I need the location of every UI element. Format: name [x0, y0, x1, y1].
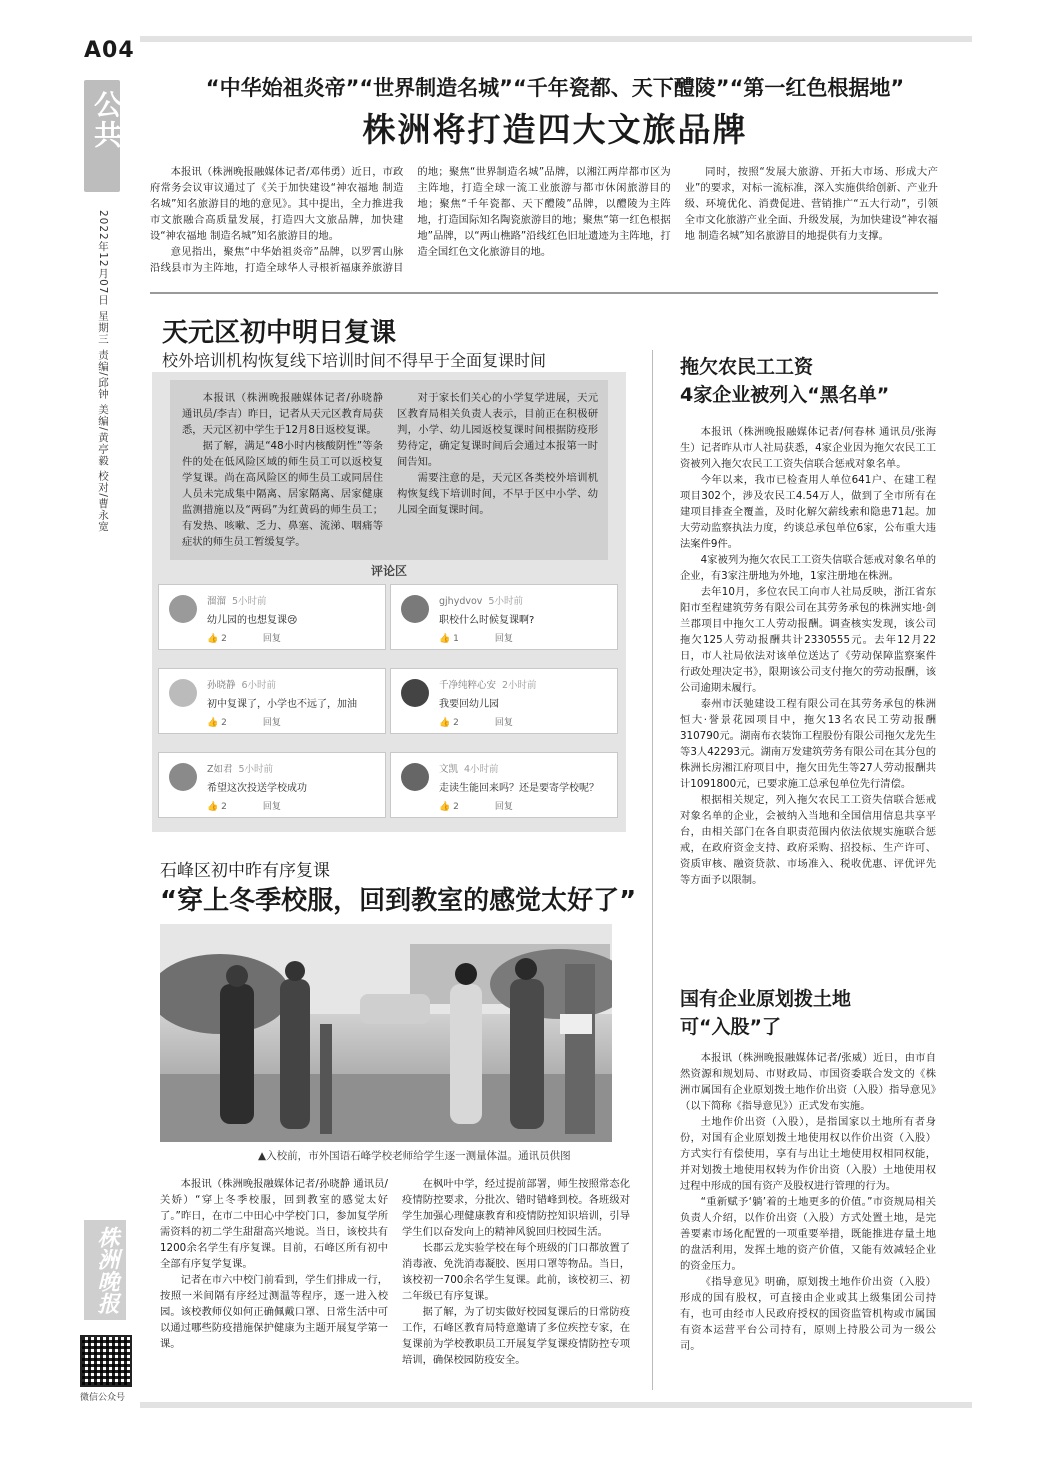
comment-text: 幼儿园的也想复课😢: [207, 615, 298, 626]
wages-paragraph: 泰州市沃驰建设工程有限公司在其劳务承包的株洲恒大·誉景花园项目中，拖欠13名农民工劳动报酬310790元。湖南布衣装饰工程股份有限公司拖欠龙先生等3人42293元。湖南万发建筑劳务有限公司在其分包的株洲长房湘江府项目中，拖欠田先生等27人劳动报酬共计1091800元，已要求施工总承包单位先行清偿。: [680, 698, 936, 790]
shifeng-paragraph: 在枫叶中学，经过提前部署，师生按照常态化疫情防控要求，分批次、错时错峰到校。各班级对学生加强心理健康教育和疫情防控知识培训，引导学生们以奋发向上的精神风貌回归校园生活。: [402, 1178, 630, 1238]
comment-card: [158, 668, 386, 734]
comment-time: 5小时前: [488, 596, 523, 607]
comment-text: 我要回幼儿园: [439, 699, 499, 710]
shifeng-headline: “穿上冬季校服，回到教室的感觉太好了”: [160, 886, 637, 916]
shifeng-paragraph: 长郡云龙实验学校在每个班级的门口都放置了消毒液、免洗消毒凝胶、医用口罩等物品。当日，该校初一700余名学生复课。此前，该校初三、初二年级已有序复课。: [402, 1242, 630, 1302]
tianyuan-paragraph: 对于家长们关心的小学复学进展，天元区教育局相关负责人表示，目前正在积极研判，小学、幼儿园返校复课时间根据防疫形势待定，确定复课时间后会通过本报第一时间告知。: [397, 392, 598, 468]
top-story-body: [150, 164, 938, 276]
comment-card: [158, 752, 386, 818]
shifeng-paragraph: 记者在市六中校门前看到，学生们排成一行，按照一米间隔有序经过测温等程序，逐一进入校园。该校教师仪如何正确佩戴口罩、日常生活中可以通过哪些防疫措施保护健康为主题开展复学第一课。: [160, 1274, 388, 1350]
comment-user: Z如君 5小时前: [207, 764, 274, 775]
reply-button[interactable]: 回复: [494, 718, 513, 728]
top-story-paragraph: 本报讯（株洲晚报融媒体记者/邓伟勇）近日，市政府常务会议审议通过了《关于加快建设“神农福地 制造名城”知名旅游目的地的意见》。其中提出，全力推进我市文旅融合高质量发展，打造四大文旅品牌，加快建设“神农福地 制造名城”知名旅游目的地。: [150, 166, 404, 242]
date-line: 2022年12月07日 星期三 责编/邱钟 美编/黄亭毅 校对/曹永宽: [97, 210, 109, 533]
avatar: [169, 763, 197, 791]
newspaper-logo: [84, 1220, 126, 1320]
photo-caption: ▲入校前，市外国语石峰学校老师给学生逐一测量体温。通讯员供图: [258, 1150, 571, 1162]
comment-card: [390, 668, 618, 734]
land-body: [680, 1050, 936, 1354]
land-headline-line2: 可“入股”了: [680, 1016, 781, 1038]
bottom-bar: [140, 1402, 972, 1408]
comment-text: 希望这次投送学校成功: [207, 783, 307, 794]
wages-paragraph: 本报讯（株洲晚报融媒体记者/何春林 通讯员/张海生）记者昨从市人社局获悉，4家企业因为拖欠农民工工资被列入拖欠农民工工资失信联合惩戒对象名单。: [680, 426, 936, 470]
shifeng-paragraph: 据了解，为了切实做好校园复课后的日常防疫工作，石峰区教育局特意邀请了多位疾控专家，在复课前为学校教职员工开展复学复课疫情防控专项培训，确保校园防疫安全。: [402, 1306, 630, 1366]
comment-user: 孙晓静 6小时前: [207, 680, 277, 691]
reply-button[interactable]: 回复: [494, 634, 513, 644]
avatar: [401, 679, 429, 707]
comment-time: 6小时前: [241, 680, 277, 691]
wages-paragraph: 今年以来，我市已检查用人单位641户、在建工程项目302个，涉及农民工4.54万人，做到了全市所有在建项目排查全覆盖，及时化解欠薪线索和隐患71起。加大劳动监察执法力度，约谈总承包单位6家，公布重大违法案件9件。: [680, 474, 936, 550]
land-paragraph: “重新赋予‘躺’着的土地更多的价值。”市资规局相关负责人介绍，以作价出资（入股）方式处置土地，是完善要素市场化配置的一项重要举措，既能推进存量土地的盘活利用，发挥土地的资产价值，又能有效减轻企业的资金压力。: [680, 1196, 936, 1272]
thumbs-up-icon[interactable]: 👍 2: [439, 802, 459, 812]
comment-text: 走读生能回来吗？还是要寄学校呢？: [439, 783, 599, 794]
tianyuan-body: [182, 390, 598, 550]
thumbs-up-icon[interactable]: 👍 2: [207, 718, 227, 728]
wages-paragraph: 4家被列为拖欠农民工工资失信联合惩戒对象名单的企业，有3家注册地为外地，1家注册地在株洲。: [680, 554, 936, 582]
photo-illustration: [160, 924, 612, 1142]
top-story-kicker: “中华始祖炎帝”“世界制造名城”“千年瓷都、天下醴陵”“第一红色根据地”: [205, 76, 905, 100]
section-tag: [84, 80, 123, 192]
avatar: [169, 595, 197, 623]
comment-user: gjhydvov 5小时前: [439, 596, 523, 607]
qr-code: [80, 1335, 132, 1387]
tianyuan-subhead: 校外培训机构恢复线下培训时间不得早于全面复课时间: [162, 351, 547, 370]
comment-text: 职校什么时候复课啊?: [439, 615, 535, 626]
tianyuan-headline: 天元区初中明日复课: [162, 318, 397, 348]
wages-body: [680, 424, 936, 888]
shifeng-photo: [160, 924, 612, 1142]
top-story-paragraph: 意见指出，聚焦“中华始祖炎帝”品牌，以罗霄山脉沿线县市为主阵地，打造全球华人寻根祈福康养旅游目的地；聚焦“世界制造名城”品牌，以湘江两岸都市区为主阵地，打造全球一流工业旅游与都市休闲旅游目的地；聚焦“千年瓷都、天下醴陵”品牌，以醴陵为主阵地，打造国际知名陶瓷旅游目的地；聚焦“第一红色根据地”品牌，以“两山樵路”沿线红色旧址遗迹为主阵地，打造全国红色文化旅游目的地。: [150, 166, 671, 274]
divider: [150, 292, 938, 294]
comment-user: 文凯 4小时前: [439, 764, 499, 775]
reply-button[interactable]: 回复: [494, 802, 513, 812]
reply-button[interactable]: 回复: [262, 634, 281, 644]
section-label: 公共: [90, 90, 123, 150]
comment-user: 溜溜 5小时前: [207, 596, 267, 607]
comment-text: 初中复课了，小学也不远了，加油: [207, 699, 357, 710]
reply-button[interactable]: 回复: [262, 802, 281, 812]
top-bar: [140, 36, 972, 42]
comment-card: [390, 752, 618, 818]
qr-caption: 微信公众号: [80, 1393, 126, 1403]
thumbs-up-icon[interactable]: 👍 2: [439, 718, 459, 728]
shifeng-paragraph: 本报讯（株洲晚报融媒体记者/孙晓静 通讯员/关娇）“穿上冬季校服，回到教室的感觉太好了。”昨日，在市二中田心中学校门口，参加复学所需资料的初二学生甜甜高兴地说。当日，该校共有1200余名学生有序复课。目前，石峰区所有初中全部有序复学复课。: [160, 1178, 388, 1270]
comment-card: [158, 584, 386, 650]
thumbs-up-icon[interactable]: 👍 2: [207, 802, 227, 812]
comment-section-label: 评论区: [370, 564, 407, 578]
wages-headline-line2: 4家企业被列入“黑名单”: [680, 384, 890, 406]
column-divider: [652, 350, 653, 1390]
tianyuan-paragraph: 本报讯（株洲晚报融媒体记者/孙晓静 通讯员/李吉）昨日，记者从天元区教育局获悉，天元区初中学生于12月8日返校复课。: [182, 392, 383, 436]
page-number: A04: [84, 38, 135, 63]
comment-time: 2小时前: [502, 680, 537, 691]
avatar: [401, 595, 429, 623]
tianyuan-paragraph: 需要注意的是，天元区各类校外培训机构恢复线下培训时间，不早于区中小学、幼儿园全面复课时间。: [397, 472, 598, 516]
land-paragraph: 《指导意见》明确，原划拨土地作价出资（入股）形成的国有股权，可直接由企业或其上级集团公司持有，也可由经市人民政府授权的国资监管机构或市属国有资本运营平台公司持有，原则上持股公司为一级公司。: [680, 1276, 936, 1352]
land-headline-line1: 国有企业原划拨土地: [680, 988, 852, 1010]
shifeng-kicker: 石峰区初中昨有序复课: [160, 861, 330, 881]
logo-text: 株洲晚报: [94, 1226, 120, 1314]
shifeng-body: [160, 1176, 630, 1386]
tianyuan-paragraph: 据了解，满足“48小时内核酸阴性”等条件的处在低风险区域的师生员工可以返校复学复课。尚在高风险区的师生员工或同居住人员未完成集中隔离、居家隔离、居家健康监测措施以及“两码”为红黄码的师生员工；有发热、咳嗽、乏力、鼻塞、流涕、咽痛等症状的师生员工暂缓复学。: [182, 440, 383, 548]
top-story-headline: 株洲将打造四大文旅品牌: [362, 110, 748, 149]
comment-time: 5小时前: [238, 764, 274, 775]
comment-card: [390, 584, 618, 650]
comment-time: 4小时前: [464, 764, 499, 775]
avatar: [169, 679, 197, 707]
wages-headline-line1: 拖欠农民工工资: [680, 356, 814, 378]
avatar: [401, 763, 429, 791]
reply-button[interactable]: 回复: [262, 718, 281, 728]
comment-user: 千净纯粹心安 2小时前: [439, 680, 537, 691]
thumbs-up-icon[interactable]: 👍 1: [439, 634, 459, 644]
wages-paragraph: 去年10月，多位农民工向市人社局反映，浙江省东阳市至程建筑劳务有限公司在其劳务承包的株洲实地·剑兰郡项目中拖欠工人劳动报酬。调查核实发现，该公司拖欠125人劳动报酬共计2330555元。去年12月22日，市人社局依法对该单位送达了《劳动保障监察案件行政处理决定书》，限期该公司支付拖欠的劳动报酬，该公司逾期未履行。: [680, 586, 936, 694]
top-story-paragraph: 同时，按照“发展大旅游、开拓大市场、形成大产业”的要求，对标一流标准，深入实施供给创新、产业升级、环境优化、消费促进、营销推广“五大行动”，引领全市文化旅游产业全面、升级发展，为加快建设“神农福地 制造名城”知名旅游目的地提供有力支撑。: [684, 166, 938, 242]
land-paragraph: 土地作价出资（入股），是指国家以土地所有者身份，对国有企业原划拨土地使用权以作价出资（入股）方式实行有偿使用，享有与出让土地使用权相同权能，并对划拨土地使用权转为作价出资（入股）土地使用权过程中形成的国有资产及股权进行管理的行为。: [680, 1116, 936, 1192]
wages-paragraph: 根据相关规定，列入拖欠农民工工资失信联合惩戒对象名单的企业，会被纳入当地和全国信用信息共享平台，由相关部门在各自职责范围内依法依规实施联合惩戒，在政府资金支持、政府采购、招投标、生产许可、资质审核、融资贷款、市场准入、税收优惠、评优评先等方面予以限制。: [680, 794, 936, 886]
thumbs-up-icon[interactable]: 👍 2: [207, 634, 227, 644]
comment-time: 5小时前: [232, 596, 267, 607]
land-paragraph: 本报讯（株洲晚报融媒体记者/张威）近日，由市自然资源和规划局、市财政局、市国资委联合发文的《株洲市属国有企业原划拨土地作价出资（入股）指导意见》（以下简称《指导意见》）正式发布实施。: [680, 1052, 936, 1112]
